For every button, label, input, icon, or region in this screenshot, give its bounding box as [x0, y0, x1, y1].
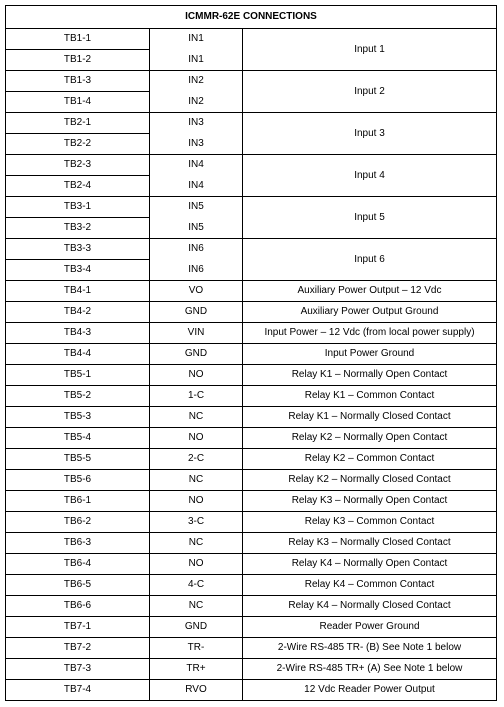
terminal-cell: TB6-2 [6, 512, 150, 533]
signal-cell: IN2 [150, 71, 243, 92]
table-row [6, 239, 497, 260]
table-row [6, 281, 497, 302]
description-cell: Relay K3 – Normally Open Contact [243, 491, 497, 512]
description-cell: Relay K3 – Normally Closed Contact [243, 533, 497, 554]
terminal-cell: TB6-4 [6, 554, 150, 575]
table-row [6, 554, 497, 575]
signal-cell: RVO [150, 680, 243, 701]
description-cell: 12 Vdc Reader Power Output [243, 680, 497, 701]
signal-cell: NO [150, 365, 243, 386]
table-title: ICMMR-62E CONNECTIONS [6, 6, 497, 29]
table-title-row [6, 6, 497, 29]
description-cell: Relay K4 – Normally Closed Contact [243, 596, 497, 617]
terminal-cell: TB1-3 [6, 71, 150, 92]
table-row [6, 29, 497, 50]
terminal-cell: TB1-2 [6, 50, 150, 71]
table-row [6, 617, 497, 638]
terminal-cell: TB5-1 [6, 365, 150, 386]
terminal-cell: TB5-4 [6, 428, 150, 449]
description-cell: Input 5 [243, 197, 497, 239]
signal-cell: IN4 [150, 155, 243, 176]
description-cell: Reader Power Ground [243, 617, 497, 638]
table-row [6, 71, 497, 92]
table-row [6, 596, 497, 617]
terminal-cell: TB7-1 [6, 617, 150, 638]
description-cell: Relay K4 – Common Contact [243, 575, 497, 596]
description-cell: Input Power – 12 Vdc (from local power supply) [243, 323, 497, 344]
table-row [6, 638, 497, 659]
table-row [6, 449, 497, 470]
signal-cell: NO [150, 554, 243, 575]
signal-cell: IN2 [150, 92, 243, 113]
table-row [6, 533, 497, 554]
description-cell: Input 1 [243, 29, 497, 71]
signal-cell: NC [150, 407, 243, 428]
description-cell: Relay K4 – Normally Open Contact [243, 554, 497, 575]
terminal-cell: TB4-1 [6, 281, 150, 302]
description-cell: Input 2 [243, 71, 497, 113]
signal-cell: 4-C [150, 575, 243, 596]
signal-cell: GND [150, 302, 243, 323]
description-cell: Relay K2 – Normally Open Contact [243, 428, 497, 449]
signal-cell: NC [150, 533, 243, 554]
table-row [6, 428, 497, 449]
description-cell: 2-Wire RS-485 TR+ (A) See Note 1 below [243, 659, 497, 680]
signal-cell: 1-C [150, 386, 243, 407]
terminal-cell: TB3-1 [6, 197, 150, 218]
signal-cell: IN3 [150, 134, 243, 155]
terminal-cell: TB2-3 [6, 155, 150, 176]
table-row [6, 323, 497, 344]
signal-cell: NC [150, 470, 243, 491]
table-row [6, 407, 497, 428]
terminal-cell: TB1-4 [6, 92, 150, 113]
terminal-cell: TB4-4 [6, 344, 150, 365]
description-cell: 2-Wire RS-485 TR- (B) See Note 1 below [243, 638, 497, 659]
table-row [6, 659, 497, 680]
description-cell: Input Power Ground [243, 344, 497, 365]
terminal-cell: TB6-6 [6, 596, 150, 617]
terminal-cell: TB3-3 [6, 239, 150, 260]
table-row [6, 680, 497, 701]
terminal-cell: TB3-2 [6, 218, 150, 239]
description-cell: Relay K2 – Normally Closed Contact [243, 470, 497, 491]
terminal-cell: TB5-3 [6, 407, 150, 428]
terminal-cell: TB7-2 [6, 638, 150, 659]
signal-cell: IN3 [150, 113, 243, 134]
description-cell: Relay K3 – Common Contact [243, 512, 497, 533]
signal-cell: 2-C [150, 449, 243, 470]
terminal-cell: TB5-5 [6, 449, 150, 470]
terminal-cell: TB4-2 [6, 302, 150, 323]
terminal-cell: TB6-1 [6, 491, 150, 512]
signal-cell: TR- [150, 638, 243, 659]
table-row [6, 386, 497, 407]
signal-cell: IN1 [150, 29, 243, 50]
description-cell: Auxiliary Power Output – 12 Vdc [243, 281, 497, 302]
signal-cell: IN5 [150, 197, 243, 218]
table-row [6, 470, 497, 491]
table-row [6, 197, 497, 218]
terminal-cell: TB1-1 [6, 29, 150, 50]
terminal-cell: TB5-2 [6, 386, 150, 407]
signal-cell: VIN [150, 323, 243, 344]
terminal-cell: TB7-4 [6, 680, 150, 701]
table-row [6, 512, 497, 533]
signal-cell: 3-C [150, 512, 243, 533]
terminal-cell: TB6-5 [6, 575, 150, 596]
table-row [6, 302, 497, 323]
signal-cell: IN4 [150, 176, 243, 197]
signal-cell: IN1 [150, 50, 243, 71]
signal-cell: VO [150, 281, 243, 302]
terminal-cell: TB4-3 [6, 323, 150, 344]
description-cell: Input 6 [243, 239, 497, 281]
terminal-cell: TB6-3 [6, 533, 150, 554]
terminal-cell: TB2-4 [6, 176, 150, 197]
description-cell: Relay K1 – Common Contact [243, 386, 497, 407]
signal-cell: NC [150, 596, 243, 617]
description-cell: Relay K1 – Normally Open Contact [243, 365, 497, 386]
table-body [6, 29, 497, 701]
table-row [6, 113, 497, 134]
description-cell: Input 4 [243, 155, 497, 197]
signal-cell: NO [150, 491, 243, 512]
terminal-cell: TB3-4 [6, 260, 150, 281]
description-cell: Input 3 [243, 113, 497, 155]
terminal-cell: TB2-1 [6, 113, 150, 134]
description-cell: Auxiliary Power Output Ground [243, 302, 497, 323]
table-row [6, 365, 497, 386]
signal-cell: TR+ [150, 659, 243, 680]
signal-cell: IN5 [150, 218, 243, 239]
signal-cell: NO [150, 428, 243, 449]
terminal-cell: TB2-2 [6, 134, 150, 155]
table-row [6, 155, 497, 176]
table-row [6, 491, 497, 512]
signal-cell: GND [150, 617, 243, 638]
terminal-cell: TB5-6 [6, 470, 150, 491]
terminal-cell: TB7-3 [6, 659, 150, 680]
table-row [6, 575, 497, 596]
signal-cell: GND [150, 344, 243, 365]
connections-table [5, 5, 497, 701]
description-cell: Relay K2 – Common Contact [243, 449, 497, 470]
table-row [6, 344, 497, 365]
description-cell: Relay K1 – Normally Closed Contact [243, 407, 497, 428]
signal-cell: IN6 [150, 260, 243, 281]
signal-cell: IN6 [150, 239, 243, 260]
